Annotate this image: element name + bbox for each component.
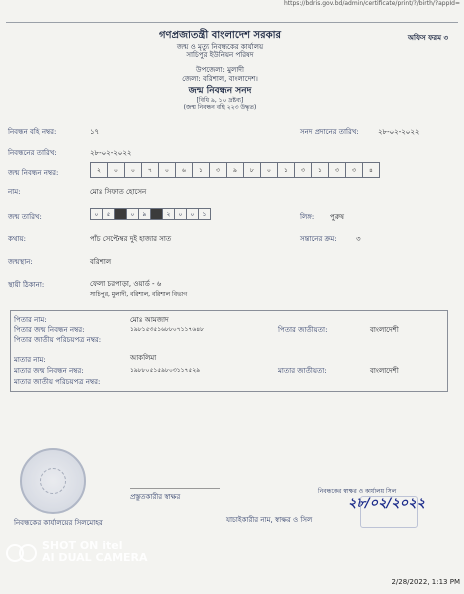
camera-line-2: AI DUAL CAMERA [42, 550, 148, 564]
registrar-stamp [360, 496, 418, 528]
mother-reg-label: মাতার জন্ম নিবন্ধন নম্বর: [14, 367, 84, 375]
prepared-signature-line [130, 488, 220, 489]
dob-digit-cell: ০ [174, 208, 187, 220]
book-number-value: ১৭ [90, 128, 100, 136]
reg-digit-cell: ০ [124, 162, 142, 178]
dob-digit-cell: ২ [162, 208, 175, 220]
book-ref: (জন্ম নিবন্ধন বহি ২২৩ উদ্ধৃত) [183, 104, 257, 112]
reg-date-label: নিবন্ধনের তারিখ: [8, 149, 57, 157]
browser-url: https://bdris.gov.bd/admin/certificate/print/?/birth/?appId= [283, 0, 460, 7]
certificate-header [120, 30, 320, 112]
district: জেলা: বরিশাল, বাংলাদেশ। [182, 74, 258, 83]
father-name-label: পিতার নাম: [14, 316, 47, 324]
upazila: উপজেলা: মুলাদী [196, 66, 244, 74]
address-line-1: ফেলা চরপাড়া, ওয়ার্ড - ৬ [90, 280, 162, 288]
reg-digit-cell: ৮ [243, 162, 261, 178]
reg-digit-cell: ৯ [226, 162, 244, 178]
reg-digit-cell: ৪ [362, 162, 380, 178]
prepared-signature-label: প্রস্তুতকারীর স্বাক্ষর [130, 493, 181, 501]
reg-date-value: ২৮-০২-২০২২ [90, 149, 132, 157]
address-label: স্থায়ী ঠিকানা: [8, 281, 45, 289]
birth-place-value: বরিশাল [90, 258, 112, 266]
reg-digit-cell: ১ [192, 162, 210, 178]
reg-digit-cell: ৩ [294, 162, 312, 178]
issue-date-label: সনদ প্রদানের তারিখ: [300, 128, 359, 136]
reg-number-label: জন্ম নিবন্ধন নম্বর: [8, 169, 59, 177]
mother-nid-label: মাতার জাতীয় পরিচয়পত্র নম্বর: [14, 378, 101, 386]
father-nid-label: পিতার জাতীয় পরিচয়পত্র নম্বর: [14, 336, 102, 344]
birth-order-value: ৩ [356, 235, 361, 243]
address-line-2: সাচিপুর, মুলাদী, বরিশাল, বরিশাল বিভাগ [90, 291, 188, 298]
birth-place-label: জন্মস্থান: [8, 258, 33, 266]
book-number-label: নিবন্ধন বহি নম্বর: [8, 128, 57, 136]
reg-digit-cell: ৩ [345, 162, 363, 178]
office-name: জন্ম ও মৃত্যু নিবন্ধকের কার্যালয় [176, 42, 264, 51]
father-reg-label: পিতার জন্ম নিবন্ধন নম্বর: [14, 326, 85, 334]
signature-date: ২৮/০২/২০২২ [348, 496, 426, 511]
reg-number-grid [90, 162, 379, 178]
reg-digit-cell: ০ [158, 162, 176, 178]
child-name-label: নাম: [8, 188, 21, 196]
form-number: অফিস ফরম ৩ [407, 34, 448, 42]
father-reg-value: ১৯৮১৫৩৫১৬৮৮০৭১১৭৬৪৮ [130, 326, 205, 333]
dob-digit-cell: ৫ [102, 208, 115, 220]
child-name-value: মোঃ সিফাত হোসেন [90, 188, 147, 196]
dob-digit-cell: ৯ [138, 208, 151, 220]
reg-digit-cell: ৩ [209, 162, 227, 178]
sex-label: লিঙ্গ: [300, 213, 315, 221]
dob-grid [90, 208, 210, 220]
birth-order-label: সন্তানের ক্রম: [300, 235, 337, 243]
reg-digit-cell: ৬ [175, 162, 193, 178]
council-name: সাচিপুর ইউনিয়ন পরিষদ [186, 51, 254, 60]
gov-title: গণপ্রজাতন্ত্রী বাংলাদেশ সরকার [159, 30, 281, 41]
dob-digit-cell: ০ [186, 208, 199, 220]
issue-date-value: ২৮-০২-২০২২ [378, 128, 420, 136]
reg-digit-cell: ১ [277, 162, 295, 178]
print-timestamp: 2/28/2022, 1:13 PM [391, 578, 460, 586]
mother-name-value: আকলিমা [130, 354, 157, 362]
camera-line-1: SHOT ON itel [42, 539, 123, 552]
certificate-title: জন্ম নিবন্ধন সনদ [188, 85, 252, 96]
mother-reg-value: ১৯৮৮০৫১৫৯৮০৩১১৭৫২৯ [130, 367, 201, 374]
mother-name-label: মাতার নাম: [14, 356, 46, 364]
dob-words-value: পাঁচ সেপ্টেম্বর দুই হাজার সাত [90, 235, 172, 243]
office-seal-label: নিবন্ধকের কার্যালয়ের সিলমোহর [14, 519, 103, 527]
sex-value: পুরুষ [330, 213, 344, 221]
dob-digit-cell: ১ [198, 208, 211, 220]
mother-nationality-value: বাংলাদেশী [370, 367, 399, 375]
dob-digit-cell: ০ [90, 208, 103, 220]
mother-nationality-label: মাতার জাতীয়তা: [278, 367, 327, 375]
verifier-label: যাচাইকারীর নাম, স্বাক্ষর ও সিল [226, 516, 313, 524]
father-nationality-label: পিতার জাতীয়তা: [278, 326, 328, 334]
top-divider [6, 22, 458, 23]
dob-digit-cell: ০ [126, 208, 139, 220]
father-nationality-value: বাংলাদেশী [370, 326, 399, 334]
camera-logo-icon [6, 544, 36, 560]
reg-digit-cell: ০ [260, 162, 278, 178]
reg-digit-cell: ১ [311, 162, 329, 178]
father-name-value: মোঃ আমজাদ [130, 316, 169, 324]
rule-ref: [বিধি ৯, ১০ দ্রষ্টব্য] [196, 96, 244, 104]
camera-watermark [6, 540, 148, 563]
reg-digit-cell: ২ [90, 162, 108, 178]
government-seal [20, 448, 86, 514]
reg-digit-cell: ০ [107, 162, 125, 178]
registrar-label: নিবন্ধকের স্বাক্ষর ও কার্যালয় সিল [318, 488, 397, 495]
dob-words-label: কথায়: [8, 235, 26, 243]
dob-label: জন্ম তারিখ: [8, 213, 42, 221]
reg-digit-cell: ৭ [141, 162, 159, 178]
reg-digit-cell: ৩ [328, 162, 346, 178]
